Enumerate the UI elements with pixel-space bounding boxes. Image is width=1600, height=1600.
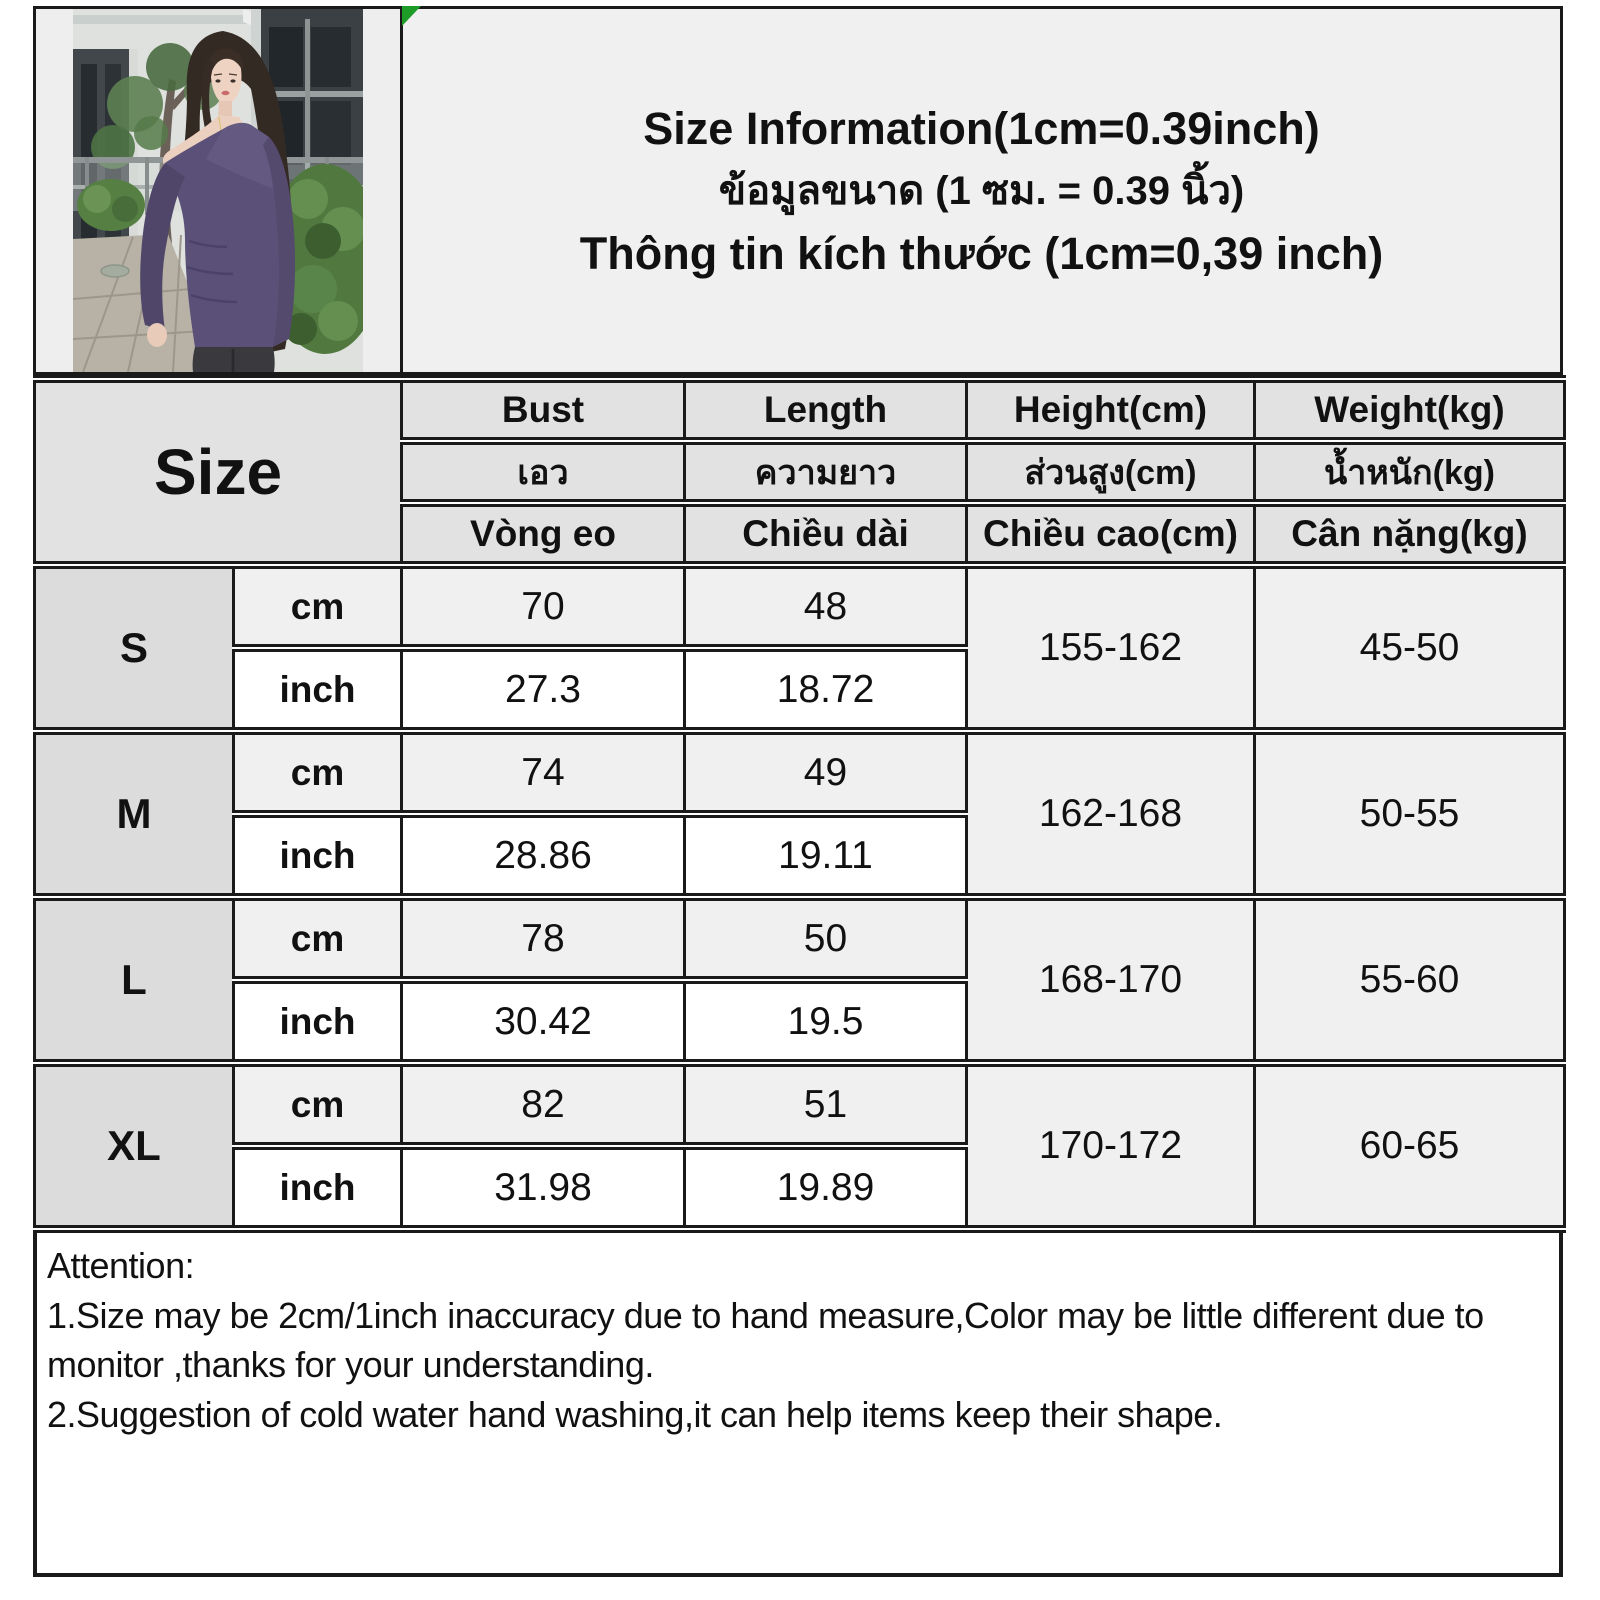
table-row — [35, 897, 1565, 980]
title-vietnamese: Thông tin kích thước (1cm=0,39 inch) — [579, 227, 1384, 279]
unit-cell: cm — [234, 731, 402, 814]
col-header-bust-vi: Vòng eo — [402, 503, 685, 565]
bust-cm-value: 78 — [402, 897, 685, 980]
unit-cell: cm — [234, 565, 402, 648]
attention-heading: Attention: — [47, 1245, 195, 1286]
product-photo-illustration — [73, 9, 363, 372]
size-cell-m: M — [35, 731, 234, 897]
table-row — [35, 1063, 1565, 1146]
bust-inch-value: 31.98 — [402, 1146, 685, 1229]
bust-cm-value: 70 — [402, 565, 685, 648]
col-header-weight-en: Weight(kg) — [1255, 379, 1565, 441]
col-header-height-vi: Chiều cao(cm) — [967, 503, 1255, 565]
unit-cell: inch — [234, 814, 402, 897]
height-range: 168-170 — [967, 897, 1255, 1063]
col-header-weight-th: น้ำหนัก(kg) — [1255, 441, 1565, 503]
top-section — [33, 6, 1563, 375]
unit-cell: inch — [234, 1146, 402, 1229]
height-range: 170-172 — [967, 1063, 1255, 1229]
weight-range: 50-55 — [1255, 731, 1565, 897]
bust-cm-value: 82 — [402, 1063, 685, 1146]
bust-inch-value: 30.42 — [402, 980, 685, 1063]
length-cm-value: 48 — [685, 565, 967, 648]
weight-range: 45-50 — [1255, 565, 1565, 731]
size-info-title-block — [403, 9, 1560, 372]
size-cell-l: L — [35, 897, 234, 1063]
col-header-length-th: ความยาว — [685, 441, 967, 503]
table-row — [35, 731, 1565, 814]
unit-cell: cm — [234, 897, 402, 980]
length-inch-value: 19.11 — [685, 814, 967, 897]
product-photo — [36, 9, 403, 372]
col-header-weight-vi: Cân nặng(kg) — [1255, 503, 1565, 565]
size-chart-sheet — [33, 6, 1563, 1577]
col-header-length-vi: Chiều dài — [685, 503, 967, 565]
size-cell-xl: XL — [35, 1063, 234, 1229]
bust-inch-value: 28.86 — [402, 814, 685, 897]
attention-note-2: 2.Suggestion of cold water hand washing,it can help items keep their shape. — [47, 1394, 1223, 1436]
size-table — [33, 375, 1566, 1233]
weight-range: 60-65 — [1255, 1063, 1565, 1229]
length-inch-value: 18.72 — [685, 648, 967, 731]
attention-note-1: 1.Size may be 2cm/1inch inaccuracy due to hand measure,Color may be little different due to monitor ,thanks for your understanding. — [47, 1294, 1484, 1386]
weight-range: 55-60 — [1255, 897, 1565, 1063]
length-inch-value: 19.5 — [685, 980, 967, 1063]
length-cm-value: 51 — [685, 1063, 967, 1146]
table-row — [35, 565, 1565, 648]
attention-box — [33, 1233, 1563, 1577]
bust-cm-value: 74 — [402, 731, 685, 814]
col-header-bust-th: เอว — [402, 441, 685, 503]
size-cell-s: S — [35, 565, 234, 731]
height-range: 162-168 — [967, 731, 1255, 897]
col-header-height-th: ส่วนสูง(cm) — [967, 441, 1255, 503]
col-header-bust-en: Bust — [402, 379, 685, 441]
bust-inch-value: 27.3 — [402, 648, 685, 731]
length-inch-value: 19.89 — [685, 1146, 967, 1229]
size-header-cell: Size — [35, 379, 402, 565]
col-header-length-en: Length — [685, 379, 967, 441]
height-range: 155-162 — [967, 565, 1255, 731]
unit-cell: inch — [234, 648, 402, 731]
title-english: Size Information(1cm=0.39inch) — [643, 102, 1320, 154]
green-corner-marker — [402, 6, 421, 26]
length-cm-value: 49 — [685, 731, 967, 814]
unit-cell: inch — [234, 980, 402, 1063]
unit-cell: cm — [234, 1063, 402, 1146]
col-header-height-en: Height(cm) — [967, 379, 1255, 441]
length-cm-value: 50 — [685, 897, 967, 980]
title-thai: ข้อมูลขนาด (1 ซม. = 0.39 นิ้ว) — [718, 168, 1245, 213]
